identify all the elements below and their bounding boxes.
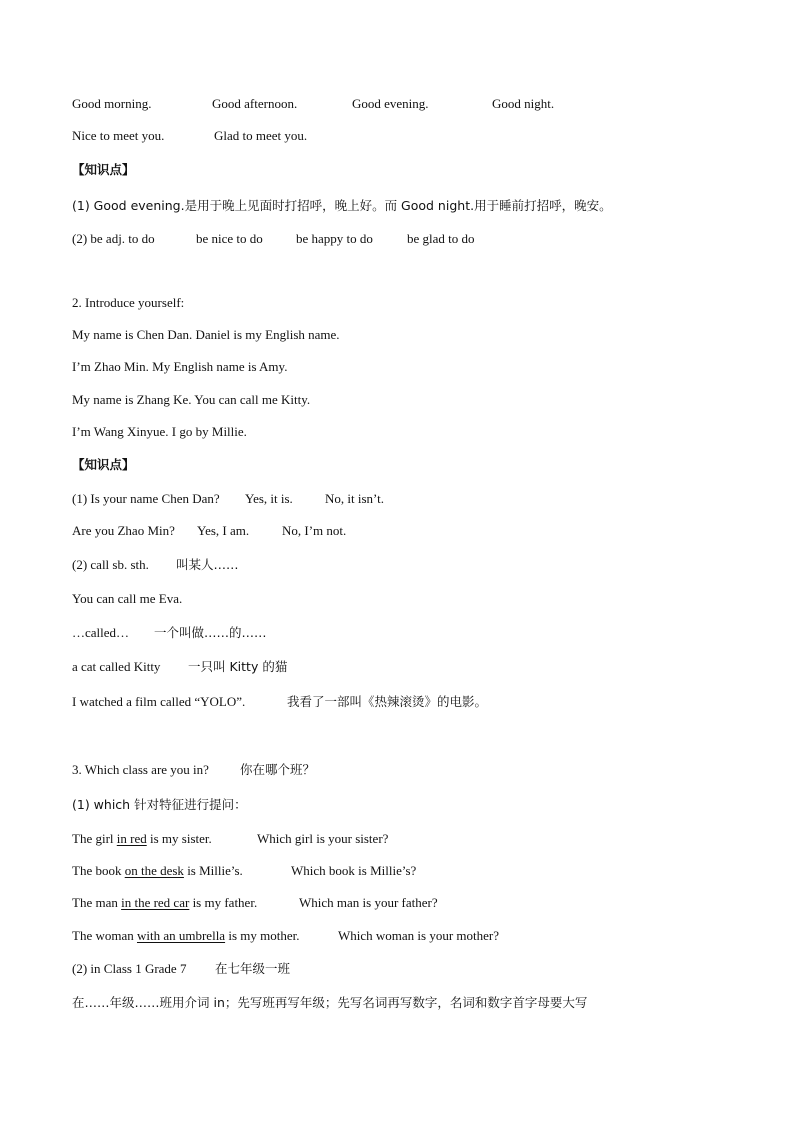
question-zhao-min: Are you Zhao Min?: [72, 523, 175, 538]
be-adj-to-do: (2) be adj. to do: [72, 231, 155, 246]
intro-example-1: My name is Chen Dan. Daniel is my English name.: [72, 327, 340, 342]
section-2-title: 2. Introduce yourself:: [72, 295, 185, 310]
glad-to-meet: Glad to meet you.: [214, 128, 308, 143]
statement: The man in the red car is my father.: [72, 895, 258, 910]
answer-yes-it-is: Yes, it is.: [245, 491, 293, 506]
which-question: Which woman is your mother?: [338, 928, 500, 943]
be-happy-to-do: be happy to do: [296, 231, 373, 246]
call-meaning: 叫某人……: [176, 557, 239, 572]
cat-called-kitty: a cat called Kitty: [72, 659, 161, 674]
underlined-feature: in red: [116, 831, 147, 846]
note-evening-night: (1) Good evening.是用于晚上见面时打招呼，晚上好。而 Good night.用于睡前打招呼，晚安。: [72, 198, 612, 213]
call-example: You can call me Eva.: [72, 591, 183, 606]
which-class-question: 3. Which class are you in?: [72, 762, 209, 777]
film-meaning: 我看了一部叫《热辣滚烫》的电影。: [287, 694, 488, 709]
called-phrase: …called…: [72, 625, 130, 640]
answer-no-it-isnt: No, it isn’t.: [325, 491, 384, 506]
answer-no-im-not: No, I’m not.: [282, 523, 347, 538]
which-note: (1) which 针对特征进行提问：: [72, 797, 247, 812]
which-question: Which girl is your sister?: [257, 831, 389, 846]
statement: The book on the desk is Millie’s.: [72, 863, 243, 878]
greeting-evening: Good evening.: [352, 96, 429, 111]
greeting-morning: Good morning.: [72, 96, 152, 111]
which-class-meaning: 你在哪个班？: [240, 762, 316, 777]
greeting-afternoon: Good afternoon.: [212, 96, 298, 111]
call-sb-sth: (2) call sb. sth.: [72, 557, 149, 572]
which-question: Which book is Millie’s?: [291, 863, 417, 878]
be-nice-to-do: be nice to do: [196, 231, 263, 246]
knowledge-heading-2: 【知识点】: [72, 457, 135, 472]
intro-example-4: I’m Wang Xinyue. I go by Millie.: [72, 424, 247, 439]
class-rule: 在……年级……班用介词 in；先写班再写年级；先写名词再写数字，名词和数字首字母要大写: [72, 995, 588, 1010]
in-class-grade: (2) in Class 1 Grade 7: [72, 961, 187, 976]
underlined-feature: in the red car: [121, 895, 190, 910]
be-glad-to-do: be glad to do: [407, 231, 475, 246]
intro-example-2: I’m Zhao Min. My English name is Amy.: [72, 359, 288, 374]
cat-meaning: 一只叫 Kitty 的猫: [188, 659, 288, 674]
called-meaning: 一个叫做……的……: [154, 625, 267, 640]
greeting-night: Good night.: [492, 96, 555, 111]
underlined-feature: with an umbrella: [136, 928, 226, 943]
nice-to-meet: Nice to meet you.: [72, 128, 165, 143]
film-example: I watched a film called “YOLO”.: [72, 694, 246, 709]
in-class-grade-meaning: 在七年级一班: [215, 961, 291, 976]
which-question: Which man is your father?: [299, 895, 438, 910]
statement: The girl in red is my sister.: [72, 831, 212, 846]
question-chen-dan: (1) Is your name Chen Dan?: [72, 491, 220, 506]
answer-yes-i-am: Yes, I am.: [197, 523, 250, 538]
statement: The woman with an umbrella is my mother.: [72, 928, 300, 943]
intro-example-3: My name is Zhang Ke. You can call me Kitty.: [72, 392, 311, 407]
underlined-feature: on the desk: [124, 863, 184, 878]
knowledge-heading-1: 【知识点】: [72, 162, 135, 177]
